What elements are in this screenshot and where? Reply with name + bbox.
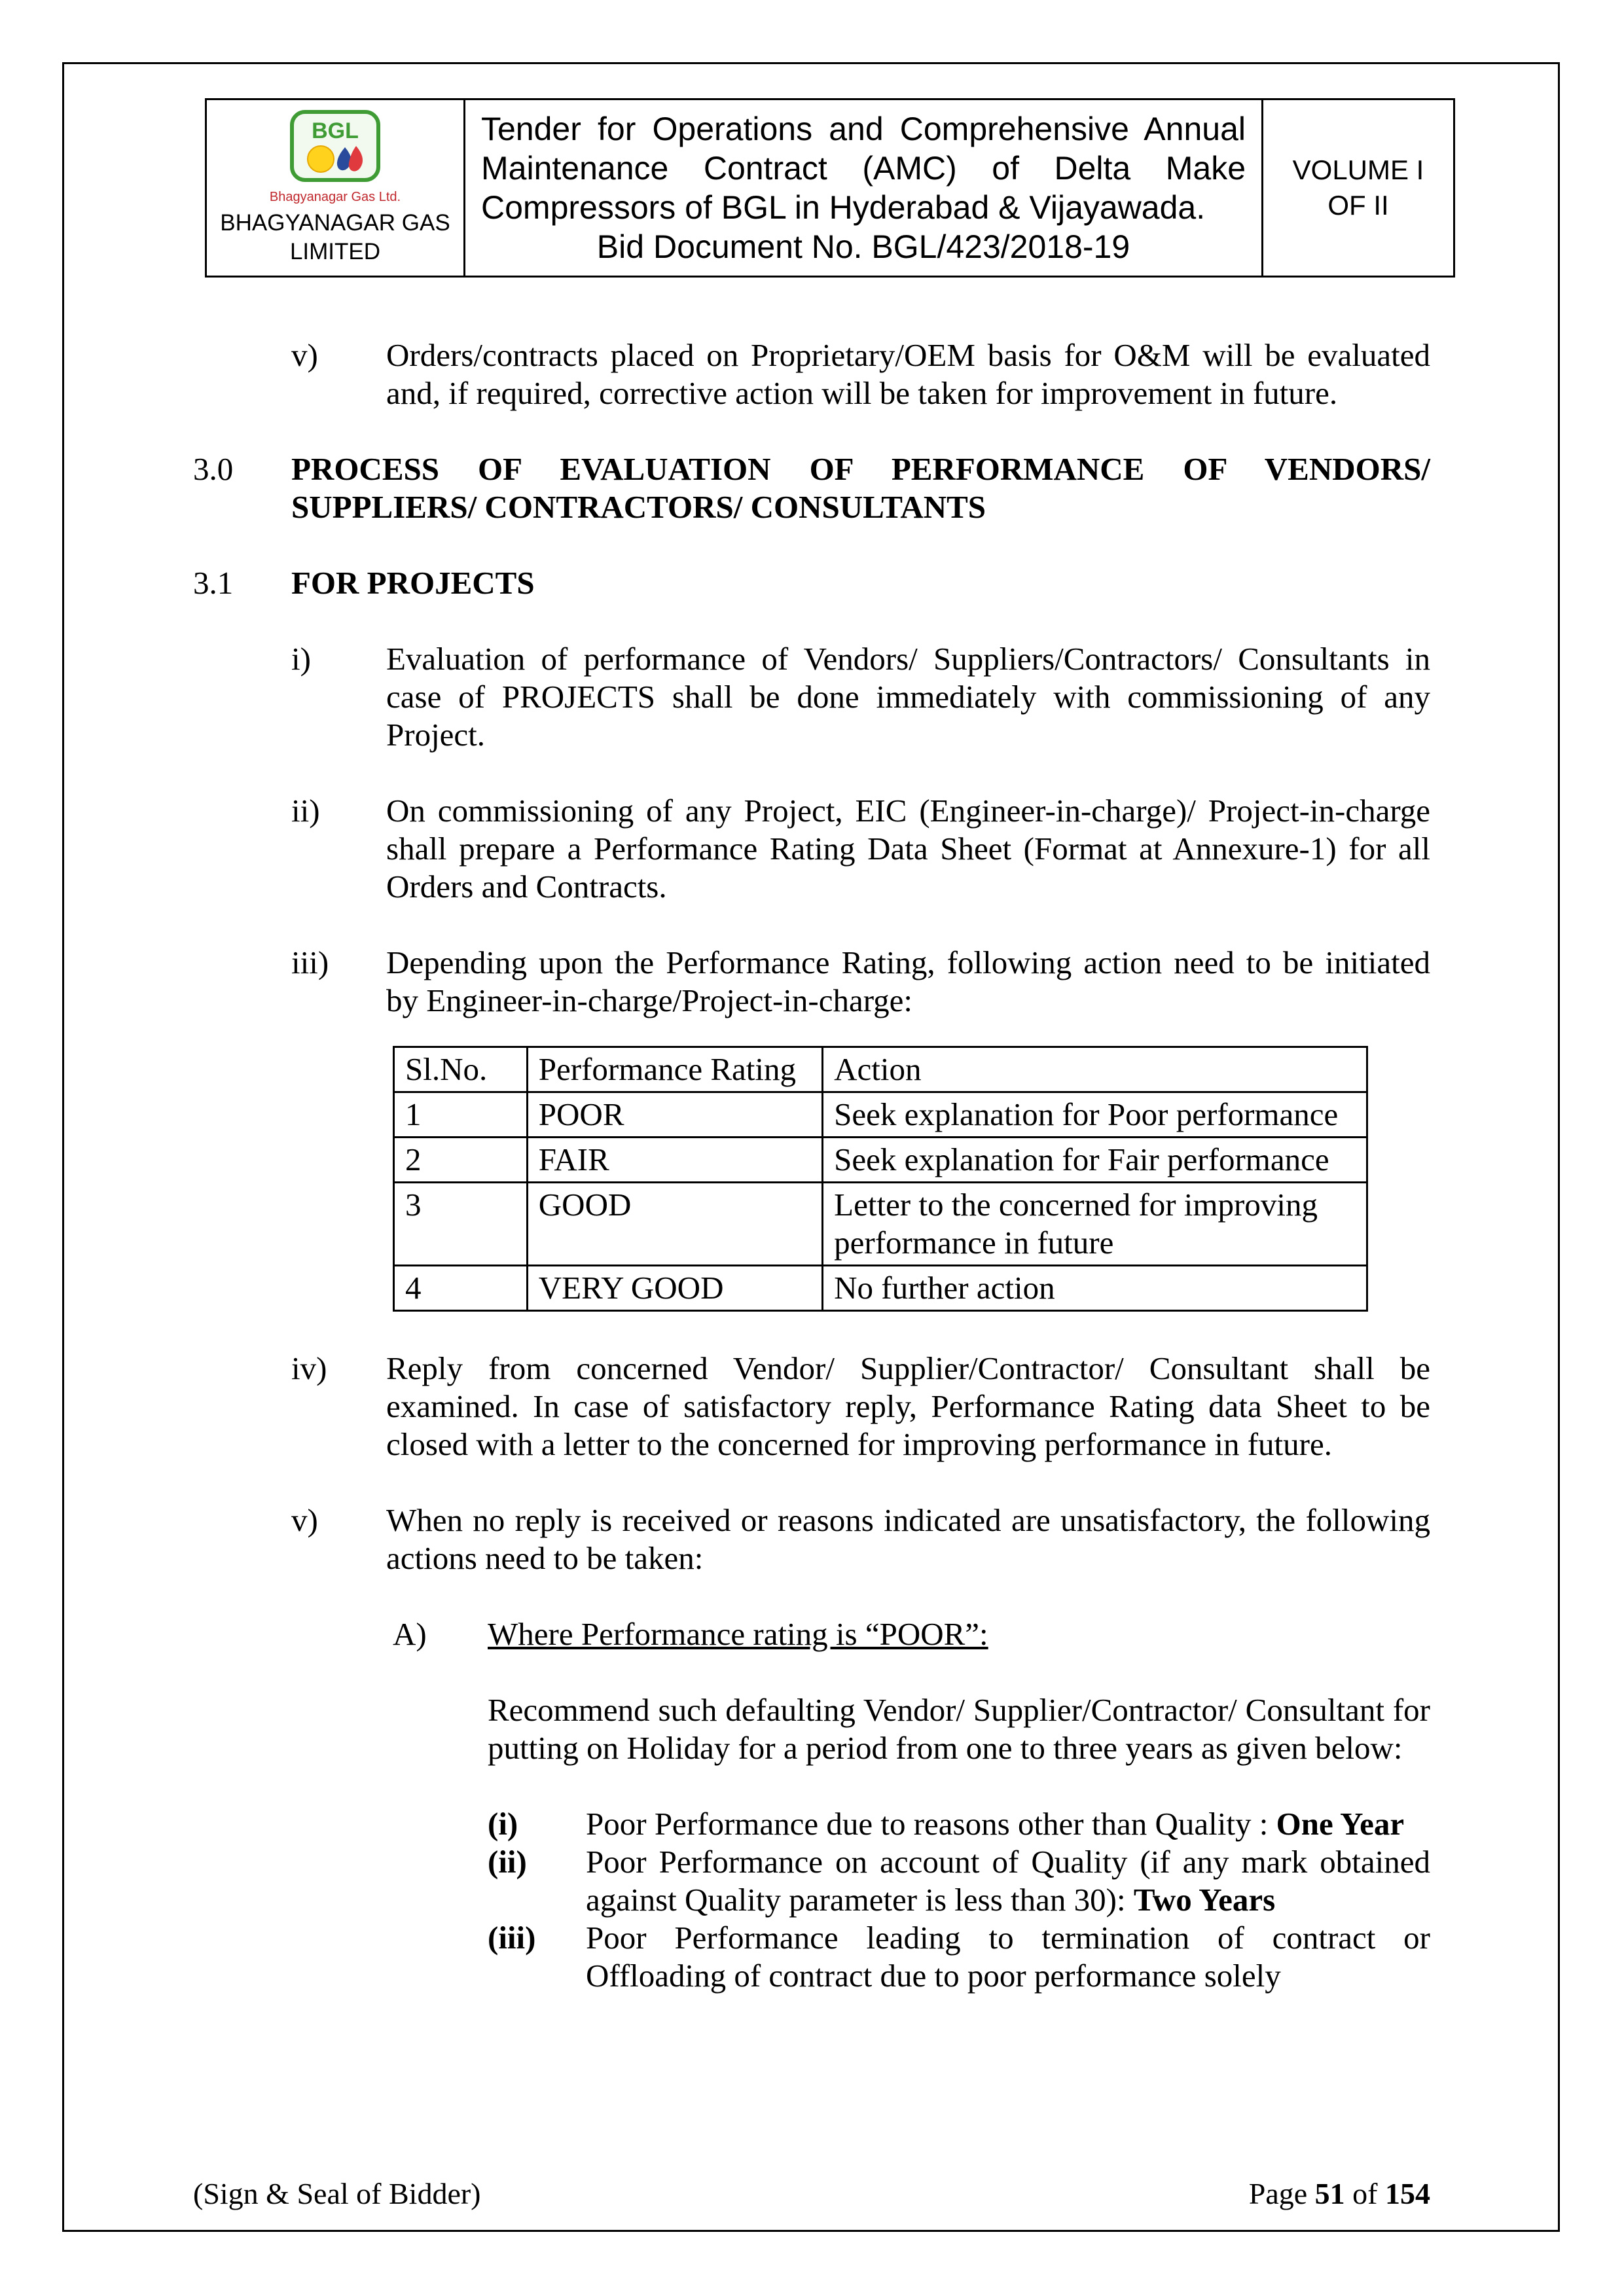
volume-line-2: OF II — [1327, 190, 1389, 221]
holiday-item-i-text: Poor Performance due to reasons other than Quality : — [586, 1806, 1276, 1842]
cell-rating: FAIR — [527, 1138, 822, 1183]
company-name-line-1: BHAGYANAGAR GAS — [220, 210, 450, 236]
page-content — [193, 98, 1430, 1995]
volume-line-1: VOLUME I — [1292, 154, 1424, 185]
header-cell-rating: Performance Rating — [527, 1047, 822, 1092]
table-row — [394, 1092, 1367, 1138]
clause-i-label: i) — [291, 641, 311, 677]
clause-iii-text: Depending upon the Performance Rating, following action need to be initiated by Engineer-in-charge/Project-in-charge: — [386, 944, 1430, 1018]
clause-iv-label: iv) — [291, 1350, 327, 1386]
sign-seal-text: (Sign & Seal of Bidder) — [193, 2177, 481, 2210]
performance-rating-table — [393, 1046, 1368, 1312]
holiday-item-i — [193, 1805, 1430, 1843]
cell-slno: 1 — [394, 1092, 528, 1138]
section-3-1-number: 3.1 — [193, 565, 234, 601]
tender-title-cell — [465, 100, 1263, 276]
clause-v-noreply — [193, 1501, 1430, 1577]
total-pages-value: 154 — [1385, 2177, 1430, 2210]
section-3-0 — [193, 450, 1430, 526]
cell-action: No further action — [823, 1266, 1367, 1311]
clause-iv — [193, 1350, 1430, 1463]
clause-ii — [193, 792, 1430, 906]
holiday-item-iii — [193, 1919, 1430, 1995]
clause-iii — [193, 944, 1430, 1020]
sub-clause-a — [193, 1615, 1430, 1653]
holiday-item-ii-text: Poor Performance on account of Quality (if any mark obtained against Quality parameter is less than 30): — [586, 1844, 1430, 1918]
clause-v-noreply-text: When no reply is received or reasons indicated are unsatisfactory, the following actions need to be taken: — [386, 1502, 1430, 1576]
header-cell-slno: Sl.No. — [394, 1047, 528, 1092]
logo-caption: Bhagyanagar Gas Ltd. — [269, 190, 401, 204]
sub-clause-a-label: A) — [393, 1616, 427, 1652]
cell-action: Seek explanation for Fair performance — [823, 1138, 1367, 1183]
page-word: Page — [1248, 2177, 1308, 2210]
clause-v-oem — [193, 336, 1430, 412]
holiday-item-iii-text: Poor Performance leading to termination of contract or Offloading of contract due to poor performance solely — [586, 1920, 1430, 1994]
section-3-1-title: FOR PROJECTS — [291, 565, 535, 601]
table-header-row — [394, 1047, 1367, 1092]
cell-rating: GOOD — [527, 1183, 822, 1266]
page-footer — [193, 2176, 1430, 2212]
holiday-item-ii — [193, 1843, 1430, 1919]
cell-rating: VERY GOOD — [527, 1266, 822, 1311]
cell-slno: 4 — [394, 1266, 528, 1311]
logo-monogram: BGL — [312, 118, 359, 143]
clause-v-oem-text: Orders/contracts placed on Proprietary/OEM basis for O&M will be evaluated and, if required, corrective action will be taken for improvement in future. — [386, 337, 1430, 411]
section-3-0-title: PROCESS OF EVALUATION OF PERFORMANCE OF VENDORS/ SUPPLIERS/ CONTRACTORS/ CONSULTANTS — [291, 451, 1430, 525]
section-3-1 — [193, 564, 1430, 602]
clause-ii-text: On commissioning of any Project, EIC (Engineer-in-charge)/ Project-in-charge shall prepare a Performance Rating Data Sheet (Format at Annexure-1) for all Orders and Contracts. — [386, 793, 1430, 905]
page-number — [1249, 2176, 1430, 2212]
volume-cell — [1263, 100, 1453, 276]
cell-slno: 3 — [394, 1183, 528, 1266]
sub-clause-a-heading: Where Performance rating is “POOR”: — [488, 1616, 988, 1652]
cell-slno: 2 — [394, 1138, 528, 1183]
holiday-item-iii-label: (iii) — [488, 1920, 536, 1956]
company-logo-cell — [207, 100, 465, 276]
sub-clause-a-paragraph: Recommend such defaulting Vendor/ Supplier/Contractor/ Consultant for putting on Holiday for a period from one to three years as given below: — [488, 1692, 1430, 1766]
clause-iii-label: iii) — [291, 944, 329, 980]
cell-rating: POOR — [527, 1092, 822, 1138]
clause-ii-label: ii) — [291, 793, 320, 829]
section-3-0-number: 3.0 — [193, 451, 234, 487]
header-cell-action: Action — [823, 1047, 1367, 1092]
cell-action: Letter to the concerned for improving performance in future — [823, 1183, 1367, 1266]
document-header-table — [205, 98, 1455, 278]
holiday-item-i-label: (i) — [488, 1806, 518, 1842]
holiday-item-ii-duration: Two Years — [1133, 1882, 1276, 1918]
bid-document-number: Bid Document No. BGL/423/2018-19 — [596, 228, 1130, 265]
holiday-item-i-duration: One Year — [1276, 1806, 1405, 1842]
logo-sun-shape — [308, 146, 334, 172]
cell-action: Seek explanation for Poor performance — [823, 1092, 1367, 1138]
of-word: of — [1352, 2177, 1378, 2210]
clause-i-text: Evaluation of performance of Vendors/ Suppliers/Contractors/ Consultants in case of PROJECTS shall be done immediately with commissioning of any Project. — [386, 641, 1430, 753]
holiday-item-ii-label: (ii) — [488, 1844, 527, 1880]
clause-i — [193, 640, 1430, 754]
table-row — [394, 1183, 1367, 1266]
clause-v-oem-label: v) — [291, 337, 318, 373]
table-row — [394, 1138, 1367, 1183]
tender-title: Tender for Operations and Comprehensive Annual Maintenance Contract (AMC) of Delta Make Compressors of BGL in Hyderabad & Vijayawada. — [481, 111, 1246, 226]
company-name-line-2: LIMITED — [289, 239, 381, 264]
page-number-value: 51 — [1314, 2177, 1345, 2210]
clause-iv-text: Reply from concerned Vendor/ Supplier/Contractor/ Consultant shall be examined. In case of satisfactory reply, Performance Rating data Sheet to be closed with a letter to the concerned for improving performance in future. — [386, 1350, 1430, 1462]
bgl-logo-icon — [283, 109, 388, 188]
table-row — [394, 1266, 1367, 1311]
clause-v-noreply-label: v) — [291, 1502, 318, 1538]
company-name — [220, 209, 450, 266]
